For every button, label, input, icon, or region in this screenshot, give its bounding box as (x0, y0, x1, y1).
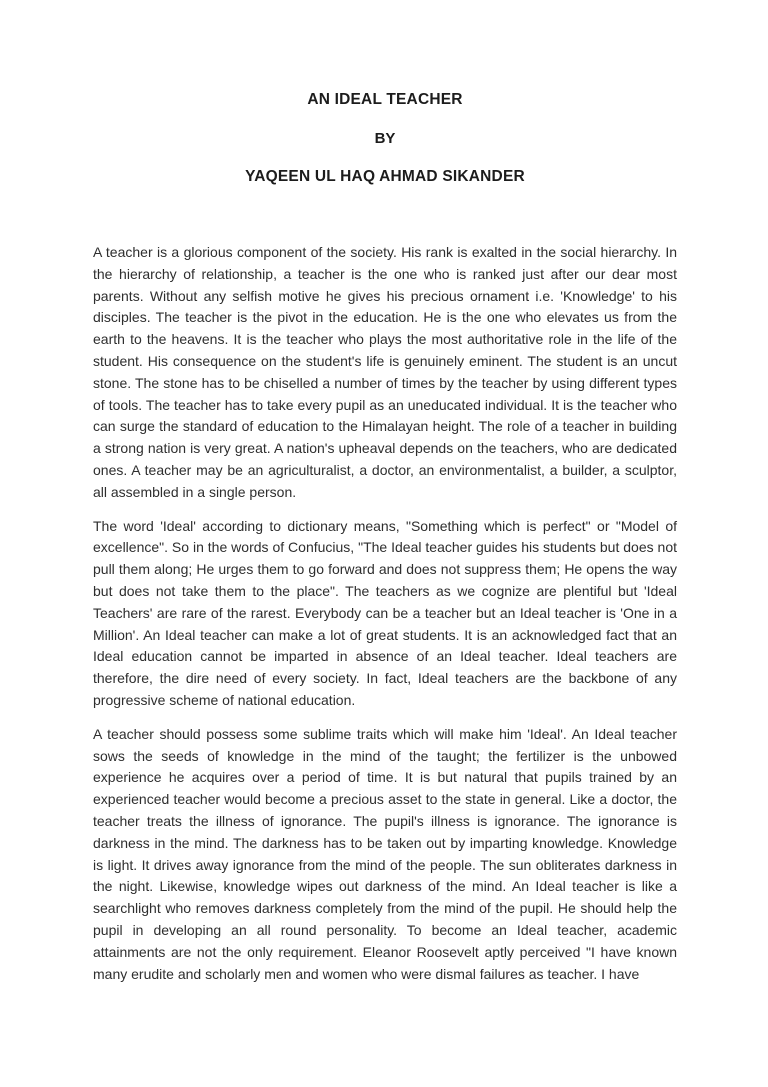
paragraph-teacher-role: A teacher is a glorious component of the society. His rank is exalted in the social hierarchy. In the hierarchy of relationship, a teacher is the one who is ranked just after our dear most parents. Without any selfish motive he gives his precious ornament i.e. 'Knowledge' to his disciples. The teacher is the pivot in the education. He is the one who elevates us from the earth to the heavens. It is the teacher who plays the most authoritative role in the life of the student. His consequence on the student's life is genuinely eminent. The student is an uncut stone. The stone has to be chiselled a number of times by the teacher by using different types of tools. The teacher has to take every pupil as an uneducated individual. It is the teacher who can surge the standard of education to the Himalayan height. The role of a teacher in building a strong nation is very great. A nation's upheaval depends on the teachers, who are dedicated ones. A teacher may be an agriculturalist, a doctor, an environmentalist, a builder, a sculptor, all assembled in a single person. (93, 244, 677, 500)
paragraph-sublime-traits: A teacher should possess some sublime traits which will make him 'Ideal'. An Ideal teacher sows the seeds of knowledge in the mind of the taught; the fertilizer is the unbowed experience he acquires over a period of time. It is but natural that pupils trained by an experienced teacher would become a precious asset to the state in general. Like a doctor, the teacher treats the illness of ignorance. The pupil's illness is ignorance. The ignorance is darkness in the mind. The darkness has to be taken out by imparting knowledge. Knowledge is light. It drives away ignorance from the mind of the people. The sun obliterates darkness in the night. Likewise, knowledge wipes out darkness of the mind. An Ideal teacher is like a searchlight who removes darkness completely from the mind of the pupil. He should help the pupil in developing an all round personality. To become an Ideal teacher, academic attainments are not the only requirement. Eleanor Roosevelt aptly perceived "I have known many erudite and scholarly men and women who were dismal failures as teacher. I have (93, 725, 677, 982)
document-title: AN IDEAL TEACHER (307, 91, 463, 108)
document-body (93, 242, 677, 985)
author-name: YAQEEN UL HAQ AHMAD SIKANDER (245, 168, 525, 185)
paragraph-ideal-definition: The word 'Ideal' according to dictionary means, "Something which is perfect" or "Model of excellence". So in the words of Confucius, "The Ideal teacher guides his students but does not pull them along; He urges them to go forward and does not suppress them; He opens the way but does not take them to the place". The teachers as we cognize are plentiful but 'Ideal Teachers' are rare of the rarest. Everybody can be a teacher but an Ideal teacher is 'One in a Million'. An Ideal teacher can make a lot of great students. It is an acknowledged fact that an Ideal education cannot be imparted in absence of an Ideal teacher. Ideal teachers are therefore, the dire need of every society. In fact, Ideal teachers are the backbone of any progressive scheme of national education. (93, 517, 677, 708)
byline: BY (374, 130, 396, 147)
